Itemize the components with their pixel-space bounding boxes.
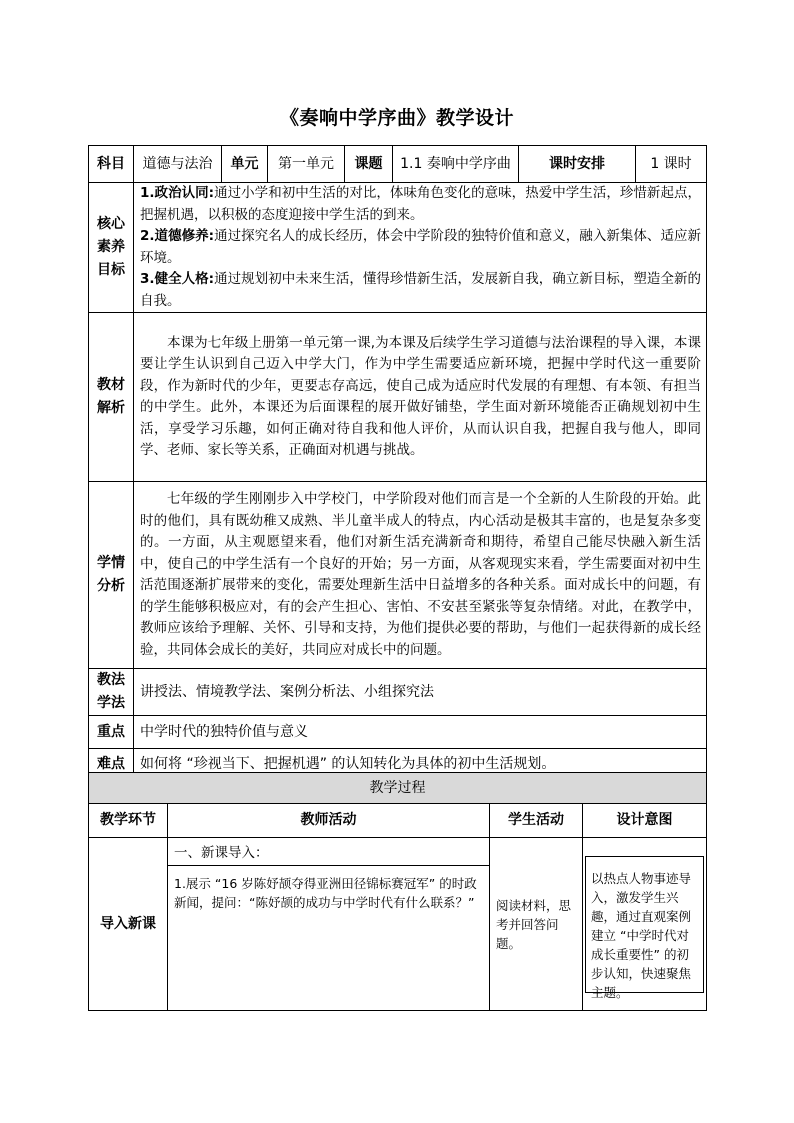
- process-table: [88, 772, 707, 1011]
- hours-value: 1 课时: [636, 146, 707, 183]
- stage-cell: 导入新课: [89, 838, 168, 1011]
- table-row: [89, 838, 707, 1011]
- difficulty-label: 难点: [89, 749, 134, 781]
- methods-row: [89, 669, 707, 716]
- process-header-row: [89, 804, 707, 838]
- goals-label: 核心 素养 目标: [89, 183, 134, 313]
- col-header-intent: 设计意图: [583, 804, 707, 838]
- info-table: [88, 145, 707, 781]
- process-title: 教学过程: [89, 773, 707, 804]
- hours-label: 课时安排: [519, 146, 636, 183]
- subject-label: 科目: [89, 146, 134, 183]
- methods-label: 教法 学法: [89, 669, 134, 716]
- students-row: [89, 482, 707, 669]
- header-row: [89, 146, 707, 183]
- material-content: 本课为七年级上册第一单元第一课,为本课及后续学生学习道德与法治课程的导入课，本课要让学生认识到自己迈入中学大门，作为中学生需要适应新环境，把握中学时代这一重要阶段，作为新时代的少年，更要志存高远，使自己成为适应时代发展的有理想、有本领、有担当的中学生。此外，本课还为后面课程的展开做好铺垫，学生面对新环境能否正确规划初中生活，享受学习乐趣，如何正确对待自我和他人评价，从而认识自我，把握自我与他人，即同学、老师、家长等关系，正确面对机遇与挑战。: [134, 313, 707, 482]
- material-label: 教材 解析: [89, 313, 134, 482]
- goal-item: 3.健全人格:通过规划初中未来生活，懂得珍惜新生活，发展新自我，确立新目标，塑造全新的自我。: [140, 271, 702, 309]
- goal-item: 1.政治认同:通过小学和初中生活的对比，体味角色变化的意味，热爱中学生活，珍惜新起点，把握机遇，以积极的态度迎接中学生活的到来。: [140, 185, 702, 223]
- col-header-student: 学生活动: [490, 804, 583, 838]
- difficulty-content: 如何将 “珍视当下、把握机遇” 的认知转化为具体的初中生活规划。: [134, 749, 707, 781]
- methods-content: 讲授法、情境教学法、案例分析法、小组探究法: [134, 669, 707, 716]
- students-label: 学情 分析: [89, 482, 134, 669]
- key-row: [89, 716, 707, 749]
- lesson-label: 课题: [345, 146, 393, 183]
- subject-value: 道德与法治: [134, 146, 222, 183]
- process-title-row: [89, 773, 707, 804]
- lesson-value: 1.1 奏响中学序曲: [393, 146, 519, 183]
- col-header-stage: 教学环节: [89, 804, 168, 838]
- key-label: 重点: [89, 716, 134, 749]
- document-title: 《奏响中学序曲》教学设计: [279, 107, 514, 129]
- students-content: 七年级的学生刚刚步入中学校门，中学阶段对他们而言是一个全新的人生阶段的开始。此时的他们，具有既幼稚又成熟、半儿童半成人的特点，内心活动是极其丰富的，也是复杂多变的。一方面，从主观愿望来看，他们对新生活充满新奇和期待，希望自己能尽快融入新生活中，使自己的中学生活有一个良好的开始；另一方面，从客观现实来看，学生需要面对初中生活范围逐渐扩展带来的变化，需要处理新生活中日益增多的各种关系。面对成长中的问题，有的学生能够积极应对，有的会产生担心、害怕、不安甚至紧张等复杂情绪。对此，在教学中，教师应该给予理解、关怀、引导和支持，为他们提供必要的帮助，与他们一起获得新的成长经验，共同体会成长的美好，共同应对成长中的问题。: [134, 482, 707, 669]
- goals-content: [134, 183, 707, 313]
- teacher-activity-cell: [168, 838, 490, 1011]
- unit-label: 单元: [222, 146, 268, 183]
- goal-item: 2.道德修养:通过探究名人的成长经历，体会中学阶段的独特价值和意义，融入新集体、适应新环境。: [140, 228, 702, 266]
- key-content: 中学时代的独特价值与意义: [134, 716, 707, 749]
- material-row: [89, 313, 707, 482]
- unit-value: 第一单元: [268, 146, 345, 183]
- intent-cell: [583, 838, 707, 1011]
- teacher-intro: 一、新课导入：: [168, 838, 489, 866]
- student-activity-cell: 阅读材料，思考并回答问题。: [490, 838, 583, 1011]
- intent-text: 以热点人物事迹导入，激发学生兴趣，通过直观案例建立 “中学时代对成长重要性” 的初步认知，快速聚焦主题。: [585, 856, 704, 993]
- goals-row: [89, 183, 707, 313]
- col-header-teacher: 教师活动: [168, 804, 490, 838]
- teacher-text: 1.展示 “16 岁陈妤颉夺得亚洲田径锦标赛冠军” 的时政新闻，提问：“陈妤颉的成功与中学时代有什么联系？”: [174, 876, 477, 910]
